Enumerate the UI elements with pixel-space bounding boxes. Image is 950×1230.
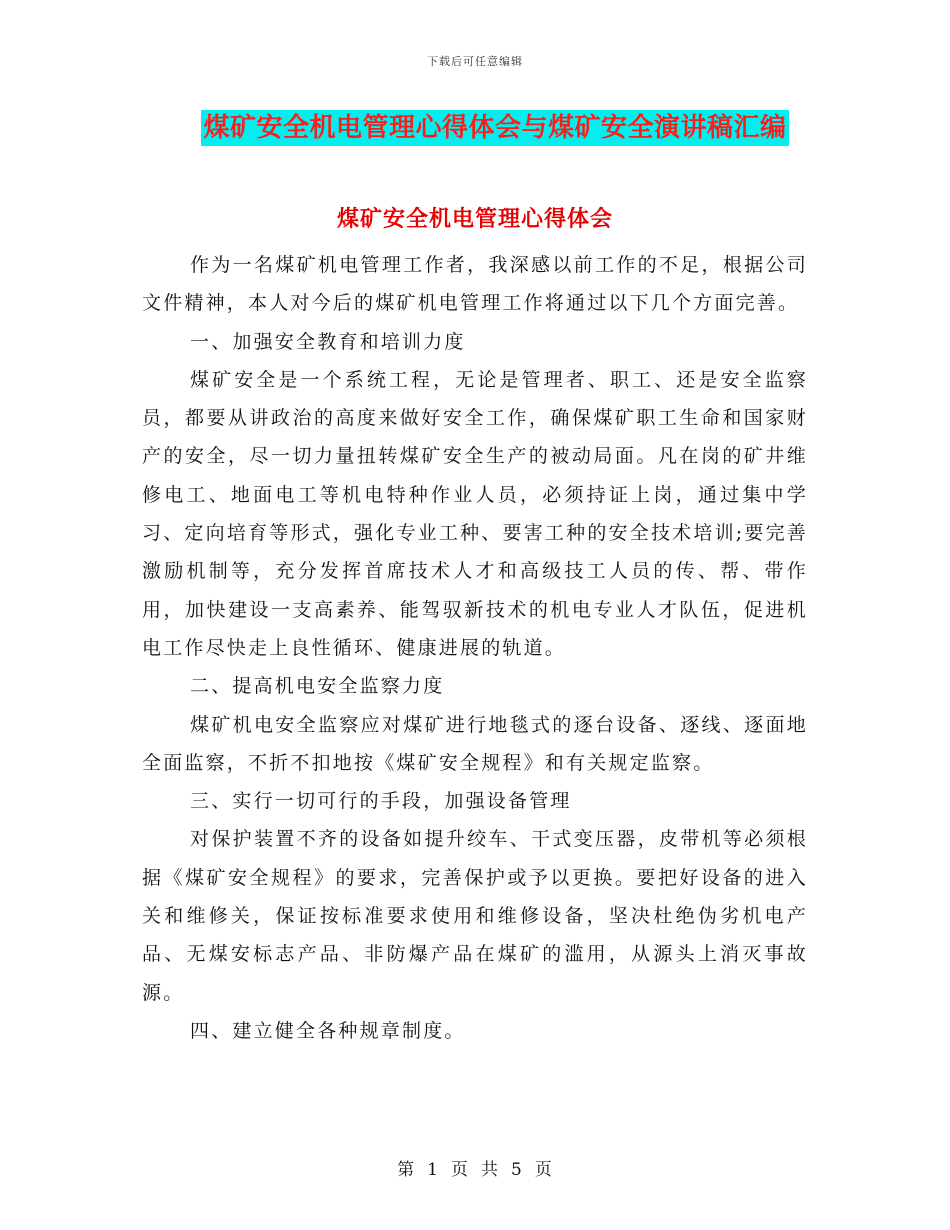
section-title: 煤矿安全机电管理心得体会 xyxy=(336,206,613,232)
document-body xyxy=(142,246,808,1050)
footer-total-pages: 5 xyxy=(511,1160,523,1180)
heading-4: 四、建立健全各种规章制度。 xyxy=(190,1019,466,1042)
footer-current-page: 1 xyxy=(427,1160,439,1180)
footer-word-unit: 页 xyxy=(451,1160,469,1180)
main-title-container xyxy=(0,110,950,146)
footer-word-page: 第 xyxy=(397,1160,416,1180)
footer-word-total: 共 xyxy=(481,1160,499,1180)
paragraph-2: 煤矿机电安全监察应对煤矿进行地毯式的逐台设备、逐线、逐面地全面监察，不折不扣地按《煤矿安全规程》和有关规定监察。 xyxy=(142,713,808,774)
heading-2: 二、提高机电安全监察力度 xyxy=(190,675,445,698)
paragraph-1: 煤矿安全是一个系统工程，无论是管理者、职工、还是安全监察员，都要从讲政治的高度来做好安全工作，确保煤矿职工生命和国家财产的安全，尽一切力量扭转煤矿安全生产的被动局面。凡在岗的矿井维修电工、地面电工等机电特种作业人员，必须持证上岗，通过集中学习、定向培育等形式，强化专业工种、要害工种的安全技术培训;要完善激励机制等，充分发挥首席技术人才和高级技工人员的传、帮、带作用，加快建设一支高素养、能驾驭新技术的机电专业人才队伍，促进机电工作尽快走上良性循环、健康进展的轨道。 xyxy=(142,368,808,659)
footer-word-unit-2: 页 xyxy=(534,1160,553,1180)
header-note: 下载后可任意编辑 xyxy=(427,55,523,68)
heading-1: 一、加强安全教育和培训力度 xyxy=(190,330,466,353)
page-footer xyxy=(0,1155,950,1180)
paragraph-intro: 作为一名煤矿机电管理工作者，我深感以前工作的不足，根据公司文件精神，本人对今后的煤矿机电管理工作将通过以下几个方面完善。 xyxy=(142,254,808,315)
main-title: 煤矿安全机电管理心得体会与煤矿安全演讲稿汇编 xyxy=(201,110,788,146)
heading-3: 三、实行一切可行的手段，加强设备管理 xyxy=(190,790,572,813)
paragraph-3: 对保护装置不齐的设备如提升绞车、干式变压器，皮带机等必须根据《煤矿安全规程》的要求，完善保护或予以更换。要把好设备的进入关和维修关，保证按标准要求使用和维修设备，坚决杜绝伪劣机电产品、无煤安标志产品、非防爆产品在煤矿的滥用，从源头上消灭事故源。 xyxy=(142,828,808,1004)
